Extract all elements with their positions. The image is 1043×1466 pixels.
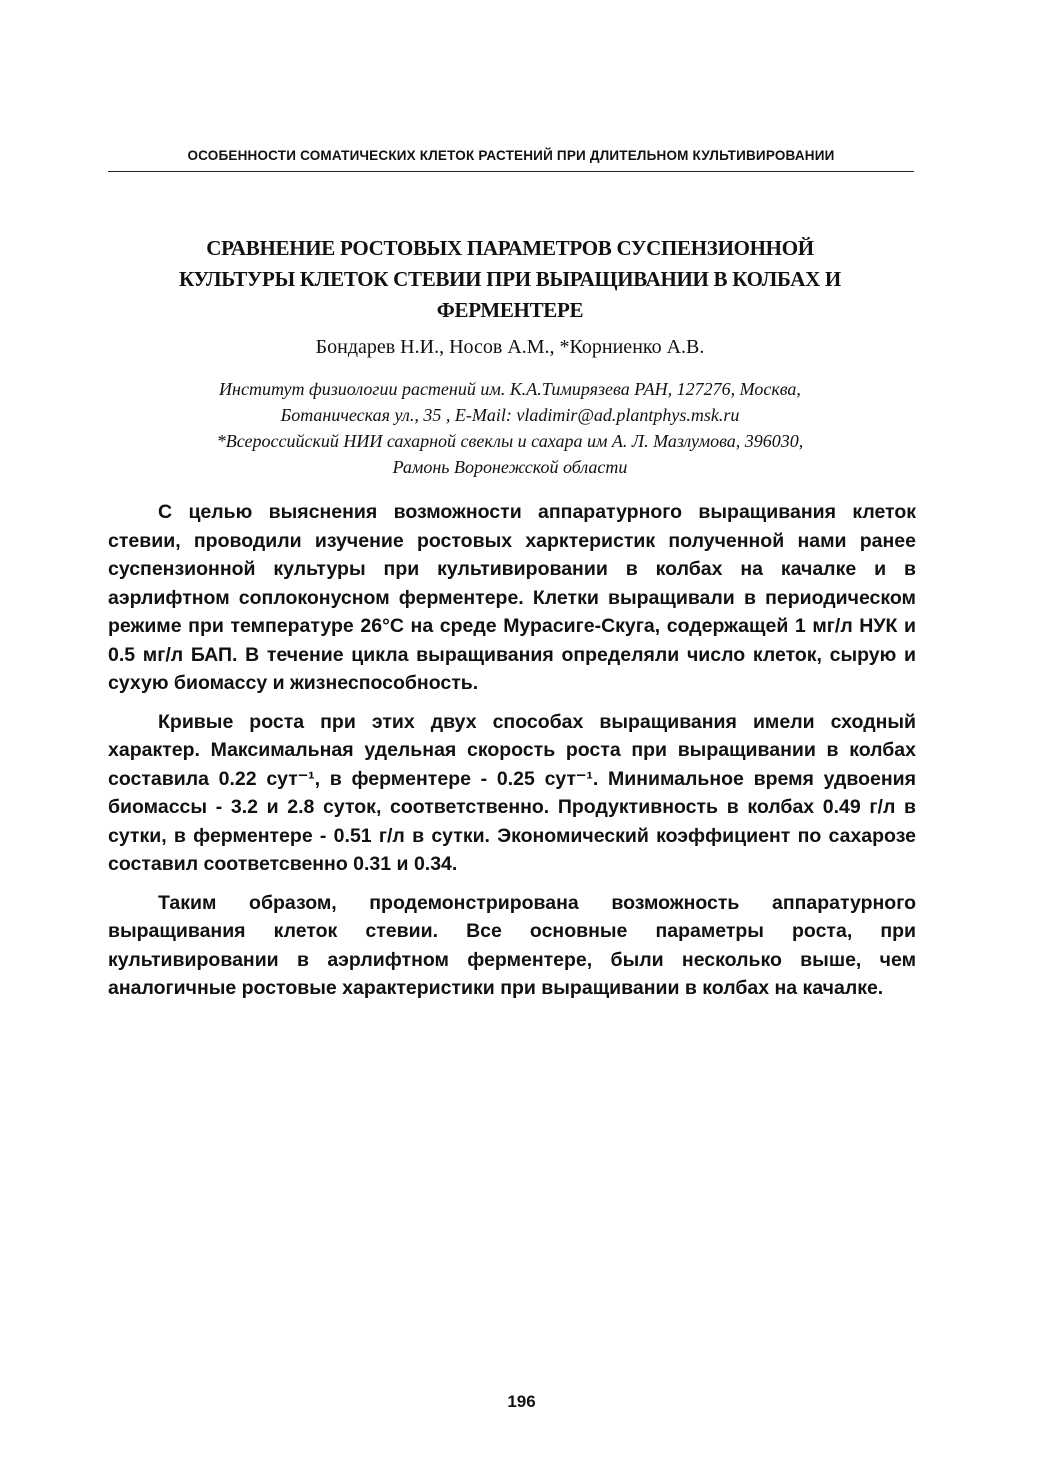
affiliation-line: Ботаническая ул., 35 , E-Mail: vladimir@ad.plantphys.msk.ru	[280, 405, 740, 425]
page-number: 196	[507, 1392, 536, 1411]
title-line: СРАВНЕНИЕ РОСТОВЫХ ПАРАМЕТРОВ СУСПЕНЗИОННОЙ	[206, 236, 814, 260]
title-line: ФЕРМЕНТЕРЕ	[436, 298, 584, 322]
affiliation-line: Рамонь Воронежской области	[392, 457, 628, 477]
body-paragraph: С целью выяснения возможности аппаратурного выращивания клеток стевии, проводили изучение ростовых харктеристик полученной нами ранее суспензионной культуры при культивировании в колбах на качалке и в аэрлифтном соплоконусном ферментере. Клетки выращивали в периодическом режиме при температуре 26°С на среде Мурасиге-Скуга, содержащей 1 мг/л НУК и 0.5 мг/л БАП. В течение цикла выращивания определяли число клеток, сырую и сухую биомассу и жизнеспособность.	[108, 501, 916, 694]
authors: Бондарев Н.И., Носов А.М., *Корниенко А.В.	[315, 336, 705, 358]
body-paragraph: Кривые роста при этих двух способах выращивания имели сходный характер. Максимальная удельная скорость роста при выращивании в колбах составила 0.22 сут⁻¹, в ферментере - 0.25 сут⁻¹. Минимальное время удвоения биомассы - 3.2 и 2.8 суток, соответственно. Продуктивность в колбах 0.49 г/л в сутки, в ферментере - 0.51 г/л в сутки. Экономический коэффициент по сахарозе составил соответсвенно 0.31 и 0.34.	[108, 710, 916, 875]
article-title	[110, 233, 910, 326]
affiliation-line: *Всероссийский НИИ сахарной свеклы и сахара им А. Л. Мазлумова, 396030,	[216, 431, 804, 451]
affiliation-line: Институт физиологии растений им. К.А.Тимирязева РАН, 127276, Москва,	[219, 379, 801, 399]
article-body	[108, 498, 916, 1013]
title-line: КУЛЬТУРЫ КЛЕТОК СТЕВИИ ПРИ ВЫРАЩИВАНИИ В КОЛБАХ И	[179, 267, 841, 291]
header-divider	[108, 171, 914, 172]
affiliations	[110, 376, 910, 480]
body-paragraph: Таким образом, продемонстрирована возможность аппаратурного выращивания клеток стевии. Все основные параметры роста, при культивировании в аэрлифтном ферментере, были несколько выше, чем аналогичные ростовые характеристики при выращивании в колбах на качалке.	[108, 891, 916, 999]
running-header: ОСОБЕННОСТИ СОМАТИЧЕСКИХ КЛЕТОК РАСТЕНИЙ ПРИ ДЛИТЕЛЬНОМ КУЛЬТИВИРОВАНИИ	[187, 148, 835, 163]
